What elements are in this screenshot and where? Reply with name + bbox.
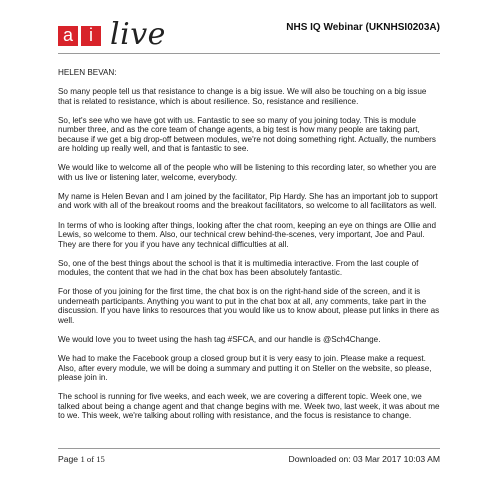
page-label: Page <box>58 454 81 464</box>
ai-live-logo <box>58 18 166 50</box>
transcript-paragraph: My name is Helen Bevan and I am joined by the facilitator, Pip Hardy. She has an important job to support and work with all of the breakout rooms and the breakout facilitators, so welcome to all facilitators as well. <box>58 191 438 211</box>
header-divider <box>58 53 440 54</box>
footer-divider <box>58 448 440 449</box>
transcript-paragraph: The school is running for five weeks, and each week, we are covering a different topic. Week one, we talked about being a change agent and that change begins with me. Week two, last week, it was about me to we. This week, we're talking about rolling with resistance, and the focus is resistance to change. <box>58 392 440 421</box>
transcript-body <box>58 68 440 430</box>
page-current: 1 <box>80 454 85 464</box>
transcript-paragraph: We had to make the Facebook group a closed group but it is very easy to join. Please make a request. Also, after every module, we will be doing a summary and putting it on Steller on the website, so please, please join in. <box>58 353 432 383</box>
transcript-paragraph: So, one of the best things about the school is that it is multimedia interactive. From the last couple of modules, the content that we had in the chat box has been absolutely fantastic. <box>58 258 419 278</box>
logo-letter-a: a <box>58 26 78 46</box>
transcript-paragraph: For those of you joining for the first time, the chat box is on the right-hand side of the screen, and it is underneath participants. Anything you want to put in the chat box at all, any comments, take part in the discussion. If you have links to resources that you would like us to know about, please put links in there as well. <box>58 287 440 325</box>
logo-word-live: live <box>110 17 166 52</box>
logo-letter-i: i <box>81 26 101 46</box>
page-header <box>58 18 440 50</box>
transcript-paragraph: So, let's see who we have got with us. Fantastic to see so many of you joining today. This is module number three, and as the core team of change agents, a big test is how many people are taking part, because if we get a big drop-off between modules, we're not doing something right. Actually, the numbers are holding up really well, and that is fantastic to see. <box>58 115 436 154</box>
transcript-paragraph: We would like to welcome all of the people who will be listening to this recording later, so whether you are with us live or listening later, welcome, everybody. <box>58 163 437 182</box>
download-timestamp: Downloaded on: 03 Mar 2017 10:03 AM <box>288 454 440 464</box>
document-title: NHS IQ Webinar (UKNHSI0203A) <box>286 22 440 33</box>
page-number <box>58 454 105 464</box>
speaker-name: HELEN BEVAN: <box>58 68 117 77</box>
transcript-paragraph: So many people tell us that resistance to change is a big issue. We will also be touching on a big issue that is related to resistance, which is about resilience. So, resistance and resilience. <box>58 87 427 106</box>
page-of-label: of <box>84 454 97 464</box>
page-total: 15 <box>96 454 105 464</box>
transcript-paragraph: We would love you to tweet using the hash tag #SFCA, and our handle is @Sch4Change. <box>58 334 381 344</box>
transcript-paragraph: In terms of who is looking after things, looking after the chat room, keeping an eye on things are Ollie and Lewis, so welcome to them. Also, our technical crew behind-the-scenes, very important, Joe and Paul. They are there for you if you have any technical difficulties at all. <box>58 220 437 249</box>
